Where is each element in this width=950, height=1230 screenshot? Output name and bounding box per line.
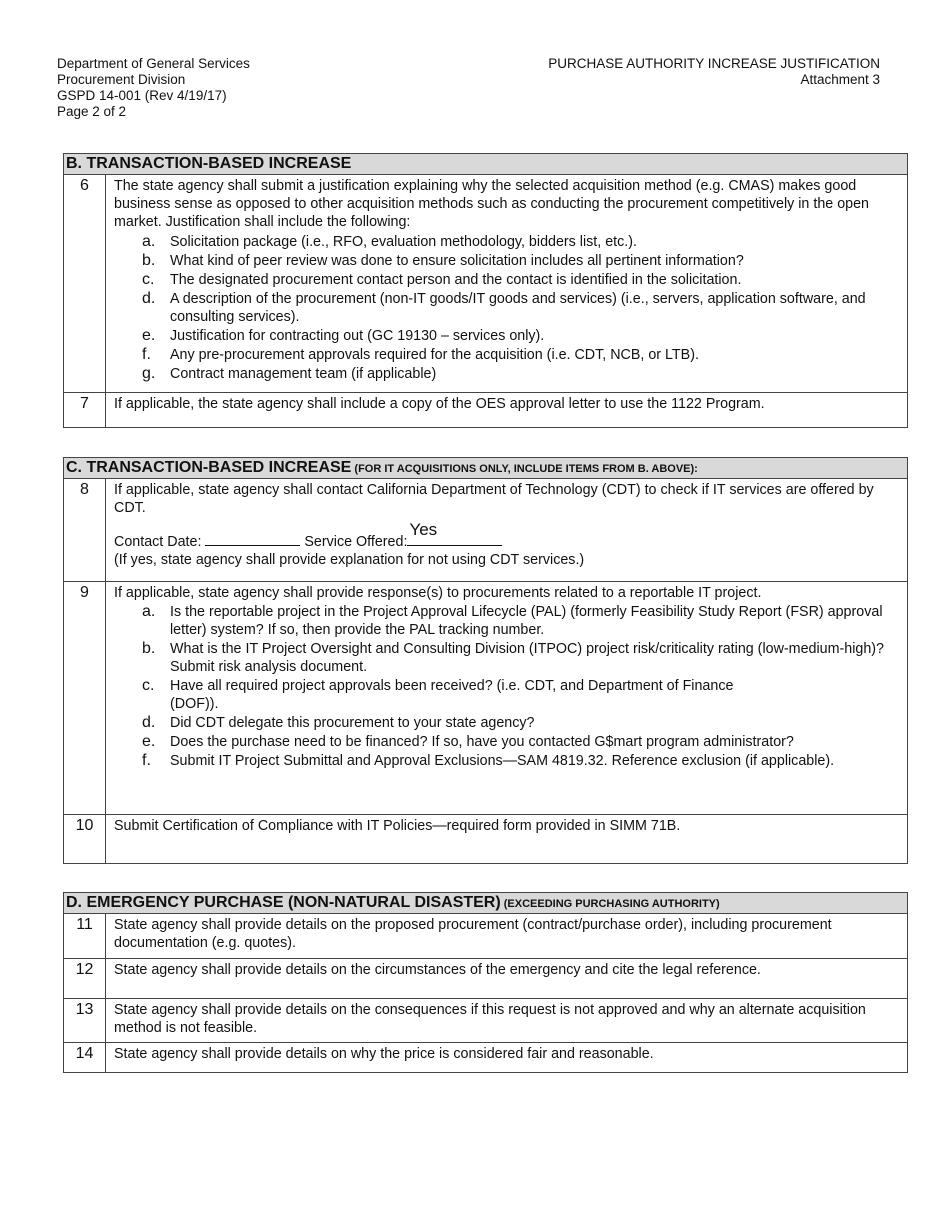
item-number: 6: [64, 175, 106, 392]
header-left: [57, 56, 250, 120]
list-item: a. Solicitation package (i.e., RFO, evaluation methodology, bidders list, etc.).: [142, 233, 637, 250]
contact-date-label: Contact Date:: [114, 534, 202, 550]
item-7-row: [64, 393, 907, 427]
form-title: PURCHASE AUTHORITY INCREASE JUSTIFICATION: [548, 56, 880, 71]
page-number: Page 2 of 2: [57, 104, 127, 119]
list-item: f. Submit IT Project Submittal and Approval Exclusions—SAM 4819.32. Reference exclusion (if applicable).: [142, 752, 835, 769]
item-13-text: State agency shall provide details on the consequences if this request is not approved and why an alternate acquisition method is not feasible.: [114, 1002, 866, 1036]
item-9-row: [64, 582, 907, 815]
department-name: Department of General Services: [57, 56, 250, 71]
item-8-fields: [114, 520, 899, 551]
list-item: d. Did CDT delegate this procurement to your state agency?: [142, 714, 535, 731]
section-c-table: [63, 457, 908, 864]
item-12-row: [64, 959, 907, 999]
item-7-text: If applicable, the state agency shall include a copy of the OES approval letter to use the 1122 Program.: [114, 396, 765, 412]
item-number: 10: [64, 815, 106, 863]
item-12-text: State agency shall provide details on the circumstances of the emergency and cite the legal reference.: [114, 962, 761, 978]
list-item: c. Have all required project approvals been received? (i.e. CDT, and Department of Finance (DOF)).: [142, 677, 734, 712]
header-right: [548, 56, 880, 88]
item-6-subitems: [114, 233, 899, 383]
division-name: Procurement Division: [57, 72, 186, 87]
list-item: e. Does the purchase need to be financed? If so, have you contacted G$mart program administrator?: [142, 733, 794, 750]
list-item: b. What is the IT Project Oversight and Consulting Division (ITPOC) project risk/criticality rating (low-medium-high)? Submit risk analysis document.: [142, 640, 885, 675]
section-d-table: [63, 892, 908, 1073]
service-offered-field[interactable]: Yes: [407, 531, 502, 546]
list-item: a. Is the reportable project in the Project Approval Lifecycle (PAL) (formerly Feasibility Study Report (FSR) approval letter) system? If so, then provide the PAL tracking number.: [142, 603, 883, 638]
item-10-row: [64, 815, 907, 863]
item-13-row: [64, 999, 907, 1043]
list-item: f. Any pre-procurement approvals required for the acquisition (i.e. CDT, NCB, or LTB).: [142, 346, 699, 363]
item-number: 13: [64, 999, 106, 1042]
item-number: 12: [64, 959, 106, 998]
item-8-note: (If yes, state agency shall provide explanation for not using CDT services.): [114, 552, 585, 568]
item-6-intro: The state agency shall submit a justification explaining why the selected acquisition method (e.g. CMAS) makes good business sense as opposed to other acquisition methods such as conducting the procurement competitively in the open market. Justification shall include the following:: [114, 178, 870, 230]
item-11-row: [64, 914, 907, 959]
item-number: 14: [64, 1043, 106, 1072]
section-d-title: D. EMERGENCY PURCHASE (NON-NATURAL DISASTER) (EXCEEDING PURCHASING AUTHORITY): [64, 893, 907, 914]
contact-date-field[interactable]: [205, 533, 300, 546]
service-offered-label: Service Offered:: [304, 534, 408, 550]
item-number: 9: [64, 582, 106, 814]
item-14-text: State agency shall provide details on why the price is considered fair and reasonable.: [114, 1046, 654, 1062]
list-item: e. Justification for contracting out (GC 19130 – services only).: [142, 327, 545, 344]
item-9-intro: If applicable, state agency shall provide response(s) to procurements related to a reportable IT project.: [114, 585, 762, 601]
section-c-title: C. TRANSACTION-BASED INCREASE (FOR IT ACQUISITIONS ONLY, INCLUDE ITEMS FROM B. ABOVE):: [64, 458, 907, 479]
item-8-text: If applicable, state agency shall contact California Department of Technology (CDT) to check if IT services are offered by CDT.: [114, 482, 874, 516]
item-14-row: [64, 1043, 907, 1072]
list-item: g. Contract management team (if applicable): [142, 365, 437, 382]
item-10-text: Submit Certification of Compliance with IT Policies—required form provided in SIMM 71B.: [114, 818, 681, 834]
item-11-text: State agency shall provide details on the proposed procurement (contract/purchase order), including procurement documentation (e.g. quotes).: [114, 917, 832, 951]
list-item: d. A description of the procurement (non-IT goods/IT goods and services) (i.e., servers, application software, and consulting services).: [142, 290, 866, 325]
section-b-title: B. TRANSACTION-BASED INCREASE: [64, 154, 907, 175]
list-item: b. What kind of peer review was done to ensure solicitation includes all pertinent information?: [142, 252, 744, 269]
item-number: 7: [64, 393, 106, 427]
item-number: 11: [64, 914, 106, 958]
list-item: c. The designated procurement contact person and the contact is identified in the solicitation.: [142, 271, 742, 288]
attachment-label: Attachment 3: [800, 72, 880, 87]
item-9-subitems: [114, 603, 899, 770]
section-b-table: [63, 153, 908, 428]
item-8-row: [64, 479, 907, 582]
item-6-row: [64, 175, 907, 393]
form-number: GSPD 14-001 (Rev 4/19/17): [57, 88, 227, 103]
item-number: 8: [64, 479, 106, 581]
